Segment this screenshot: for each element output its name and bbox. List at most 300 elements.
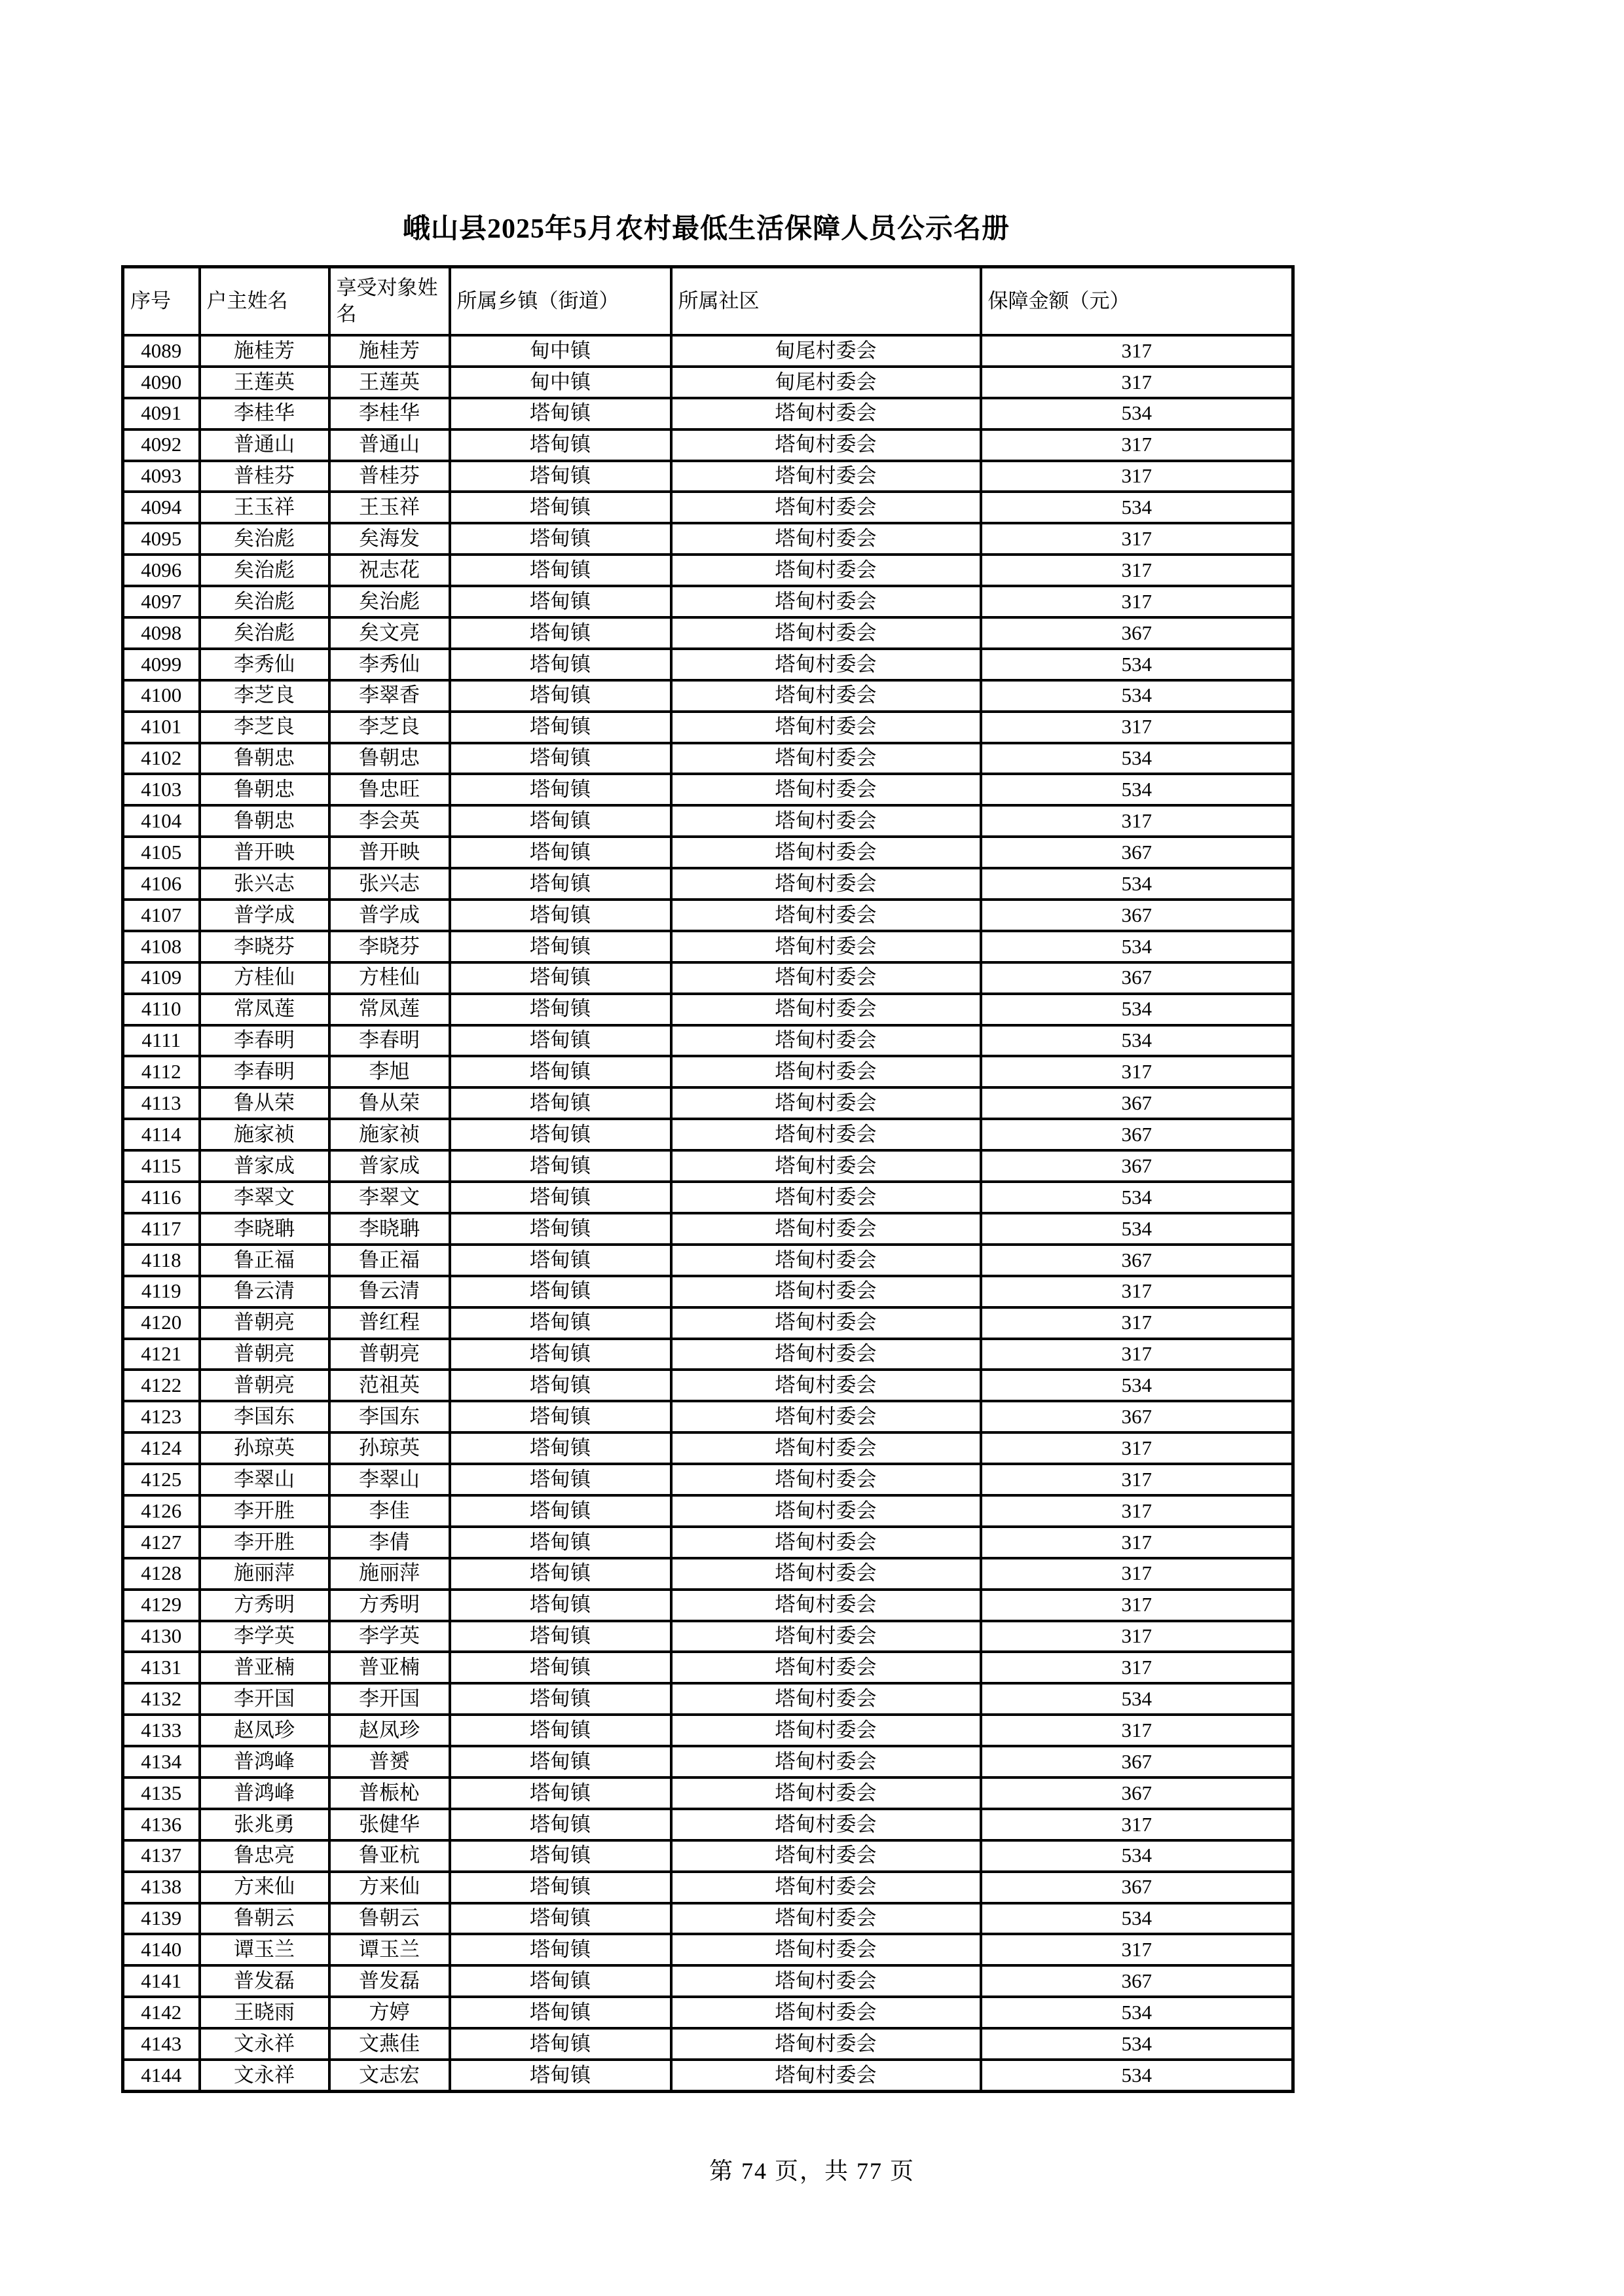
- cell-community: 塔甸村委会: [671, 994, 981, 1025]
- cell-household-name: 普朝亮: [200, 1307, 329, 1339]
- cell-community: 塔甸村委会: [671, 649, 981, 680]
- cell-seq: 4118: [123, 1245, 200, 1276]
- cell-seq: 4093: [123, 461, 200, 492]
- cell-household-name: 李翠文: [200, 1182, 329, 1213]
- cell-beneficiary-name: 孙琼英: [329, 1432, 450, 1464]
- table-row: [123, 1276, 1293, 1307]
- cell-seq: 4139: [123, 1903, 200, 1935]
- cell-seq: 4104: [123, 805, 200, 837]
- cell-household-name: 施桂芳: [200, 335, 329, 367]
- cell-beneficiary-name: 文燕佳: [329, 2028, 450, 2060]
- cell-amount: 317: [981, 461, 1293, 492]
- cell-community: 塔甸村委会: [671, 868, 981, 900]
- cell-amount: 367: [981, 1119, 1293, 1150]
- cell-seq: 4138: [123, 1872, 200, 1903]
- cell-household-name: 李桂华: [200, 398, 329, 429]
- cell-amount: 317: [981, 1495, 1293, 1527]
- cell-beneficiary-name: 普亚楠: [329, 1652, 450, 1683]
- cell-amount: 317: [981, 1809, 1293, 1840]
- table-row: [123, 1652, 1293, 1683]
- cell-town: 塔甸镇: [450, 1087, 671, 1119]
- cell-community: 塔甸村委会: [671, 774, 981, 805]
- table-row: [123, 1715, 1293, 1746]
- cell-household-name: 李开胜: [200, 1527, 329, 1558]
- cell-seq: 4124: [123, 1432, 200, 1464]
- cell-amount: 317: [981, 586, 1293, 617]
- header-town: 所属乡镇（街道）: [450, 267, 671, 336]
- cell-seq: 4122: [123, 1370, 200, 1401]
- cell-household-name: 常凤莲: [200, 994, 329, 1025]
- cell-amount: 317: [981, 1339, 1293, 1370]
- table-row: [123, 1401, 1293, 1432]
- cell-seq: 4114: [123, 1119, 200, 1150]
- cell-community: 塔甸村委会: [671, 1339, 981, 1370]
- cell-town: 塔甸镇: [450, 586, 671, 617]
- cell-household-name: 张兆勇: [200, 1809, 329, 1840]
- cell-seq: 4101: [123, 712, 200, 743]
- cell-household-name: 方秀明: [200, 1590, 329, 1621]
- cell-seq: 4132: [123, 1683, 200, 1715]
- cell-beneficiary-name: 普红程: [329, 1307, 450, 1339]
- cell-amount: 367: [981, 962, 1293, 994]
- cell-community: 塔甸村委会: [671, 1213, 981, 1245]
- cell-beneficiary-name: 张兴志: [329, 868, 450, 900]
- table-row: [123, 1683, 1293, 1715]
- cell-beneficiary-name: 李旭: [329, 1056, 450, 1087]
- cell-community: 塔甸村委会: [671, 805, 981, 837]
- cell-amount: 367: [981, 1245, 1293, 1276]
- cell-beneficiary-name: 祝志花: [329, 555, 450, 586]
- cell-town: 塔甸镇: [450, 712, 671, 743]
- cell-household-name: 施丽萍: [200, 1558, 329, 1590]
- cell-beneficiary-name: 李翠香: [329, 680, 450, 712]
- cell-amount: 367: [981, 1965, 1293, 1997]
- cell-amount: 317: [981, 1621, 1293, 1652]
- cell-community: 塔甸村委会: [671, 1777, 981, 1809]
- cell-town: 塔甸镇: [450, 1621, 671, 1652]
- cell-seq: 4102: [123, 743, 200, 774]
- cell-amount: 317: [981, 1276, 1293, 1307]
- cell-amount: 534: [981, 1840, 1293, 1872]
- cell-seq: 4137: [123, 1840, 200, 1872]
- cell-community: 塔甸村委会: [671, 1150, 981, 1182]
- cell-community: 塔甸村委会: [671, 1432, 981, 1464]
- table-row: [123, 1245, 1293, 1276]
- cell-community: 塔甸村委会: [671, 1934, 981, 1965]
- cell-seq: 4092: [123, 429, 200, 461]
- cell-town: 塔甸镇: [450, 398, 671, 429]
- table-row: [123, 1558, 1293, 1590]
- cell-household-name: 施家祯: [200, 1119, 329, 1150]
- cell-household-name: 李春明: [200, 1025, 329, 1057]
- cell-household-name: 矣治彪: [200, 586, 329, 617]
- cell-amount: 317: [981, 1432, 1293, 1464]
- cell-beneficiary-name: 鲁云清: [329, 1276, 450, 1307]
- table-row: [123, 429, 1293, 461]
- cell-community: 塔甸村委会: [671, 712, 981, 743]
- cell-household-name: 普鸿峰: [200, 1746, 329, 1777]
- table-row: [123, 461, 1293, 492]
- cell-seq: 4116: [123, 1182, 200, 1213]
- table-row: [123, 680, 1293, 712]
- cell-beneficiary-name: 普通山: [329, 429, 450, 461]
- cell-beneficiary-name: 普赟: [329, 1746, 450, 1777]
- cell-amount: 317: [981, 1558, 1293, 1590]
- cell-beneficiary-name: 普桂芬: [329, 461, 450, 492]
- cell-community: 塔甸村委会: [671, 2060, 981, 2091]
- table-row: [123, 868, 1293, 900]
- cell-household-name: 普通山: [200, 429, 329, 461]
- cell-community: 塔甸村委会: [671, 1307, 981, 1339]
- cell-seq: 4144: [123, 2060, 200, 2091]
- cell-beneficiary-name: 李国东: [329, 1401, 450, 1432]
- cell-beneficiary-name: 鲁从荣: [329, 1087, 450, 1119]
- cell-town: 塔甸镇: [450, 680, 671, 712]
- cell-amount: 534: [981, 1903, 1293, 1935]
- cell-community: 塔甸村委会: [671, 1809, 981, 1840]
- cell-community: 塔甸村委会: [671, 1590, 981, 1621]
- cell-town: 塔甸镇: [450, 1527, 671, 1558]
- cell-community: 塔甸村委会: [671, 1965, 981, 1997]
- cell-household-name: 李芝良: [200, 712, 329, 743]
- cell-beneficiary-name: 王莲英: [329, 367, 450, 398]
- cell-amount: 534: [981, 680, 1293, 712]
- cell-household-name: 谭玉兰: [200, 1934, 329, 1965]
- table-row: [123, 1119, 1293, 1150]
- cell-beneficiary-name: 李芝良: [329, 712, 450, 743]
- table-row: [123, 1432, 1293, 1464]
- table-row: [123, 1777, 1293, 1809]
- cell-beneficiary-name: 李翠山: [329, 1464, 450, 1495]
- cell-town: 塔甸镇: [450, 1683, 671, 1715]
- cell-beneficiary-name: 鲁忠旺: [329, 774, 450, 805]
- cell-household-name: 方桂仙: [200, 962, 329, 994]
- cell-seq: 4142: [123, 1997, 200, 2028]
- roster-table: [121, 265, 1295, 2093]
- cell-household-name: 王晓雨: [200, 1997, 329, 2028]
- table-row: [123, 492, 1293, 523]
- cell-town: 塔甸镇: [450, 1401, 671, 1432]
- cell-amount: 317: [981, 335, 1293, 367]
- cell-community: 塔甸村委会: [671, 1370, 981, 1401]
- cell-beneficiary-name: 李会英: [329, 805, 450, 837]
- cell-community: 塔甸村委会: [671, 900, 981, 931]
- cell-community: 塔甸村委会: [671, 931, 981, 962]
- cell-household-name: 鲁从荣: [200, 1087, 329, 1119]
- cell-community: 甸尾村委会: [671, 367, 981, 398]
- cell-town: 塔甸镇: [450, 1840, 671, 1872]
- cell-household-name: 李春明: [200, 1056, 329, 1087]
- cell-town: 塔甸镇: [450, 649, 671, 680]
- cell-town: 塔甸镇: [450, 1307, 671, 1339]
- cell-town: 塔甸镇: [450, 1934, 671, 1965]
- cell-amount: 367: [981, 1746, 1293, 1777]
- cell-household-name: 鲁忠亮: [200, 1840, 329, 1872]
- cell-amount: 317: [981, 1590, 1293, 1621]
- cell-household-name: 普学成: [200, 900, 329, 931]
- cell-beneficiary-name: 谭玉兰: [329, 1934, 450, 1965]
- cell-community: 塔甸村委会: [671, 1621, 981, 1652]
- cell-seq: 4143: [123, 2028, 200, 2060]
- cell-town: 甸中镇: [450, 367, 671, 398]
- cell-beneficiary-name: 施家祯: [329, 1119, 450, 1150]
- cell-amount: 534: [981, 774, 1293, 805]
- cell-community: 塔甸村委会: [671, 1558, 981, 1590]
- cell-community: 塔甸村委会: [671, 617, 981, 649]
- cell-seq: 4110: [123, 994, 200, 1025]
- cell-beneficiary-name: 李开国: [329, 1683, 450, 1715]
- header-community: 所属社区: [671, 267, 981, 336]
- cell-household-name: 鲁朝云: [200, 1903, 329, 1935]
- cell-household-name: 普朝亮: [200, 1339, 329, 1370]
- cell-amount: 534: [981, 398, 1293, 429]
- cell-seq: 4129: [123, 1590, 200, 1621]
- cell-town: 塔甸镇: [450, 1965, 671, 1997]
- cell-community: 塔甸村委会: [671, 1056, 981, 1087]
- cell-seq: 4112: [123, 1056, 200, 1087]
- cell-town: 塔甸镇: [450, 2028, 671, 2060]
- cell-town: 塔甸镇: [450, 2060, 671, 2091]
- table-row: [123, 1809, 1293, 1840]
- cell-beneficiary-name: 王玉祥: [329, 492, 450, 523]
- cell-beneficiary-name: 方秀明: [329, 1590, 450, 1621]
- cell-household-name: 鲁朝忠: [200, 805, 329, 837]
- cell-household-name: 李翠山: [200, 1464, 329, 1495]
- cell-community: 塔甸村委会: [671, 2028, 981, 2060]
- table-row: [123, 1307, 1293, 1339]
- cell-beneficiary-name: 李倩: [329, 1527, 450, 1558]
- table-row: [123, 555, 1293, 586]
- table-row: [123, 1746, 1293, 1777]
- cell-seq: 4131: [123, 1652, 200, 1683]
- cell-town: 塔甸镇: [450, 962, 671, 994]
- cell-amount: 367: [981, 900, 1293, 931]
- cell-seq: 4109: [123, 962, 200, 994]
- cell-town: 塔甸镇: [450, 1276, 671, 1307]
- cell-amount: 534: [981, 1683, 1293, 1715]
- cell-household-name: 普鸿峰: [200, 1777, 329, 1809]
- cell-town: 塔甸镇: [450, 555, 671, 586]
- cell-seq: 4127: [123, 1527, 200, 1558]
- table-row: [123, 900, 1293, 931]
- cell-seq: 4136: [123, 1809, 200, 1840]
- table-row: [123, 1527, 1293, 1558]
- table-row: [123, 1590, 1293, 1621]
- cell-amount: 317: [981, 523, 1293, 555]
- table-row: [123, 1150, 1293, 1182]
- cell-town: 塔甸镇: [450, 900, 671, 931]
- cell-household-name: 文永祥: [200, 2060, 329, 2091]
- cell-household-name: 李晓聃: [200, 1213, 329, 1245]
- table-row: [123, 774, 1293, 805]
- cell-town: 塔甸镇: [450, 868, 671, 900]
- cell-town: 塔甸镇: [450, 429, 671, 461]
- cell-beneficiary-name: 方婷: [329, 1997, 450, 2028]
- cell-seq: 4119: [123, 1276, 200, 1307]
- cell-seq: 4096: [123, 555, 200, 586]
- cell-town: 塔甸镇: [450, 774, 671, 805]
- table-row: [123, 1872, 1293, 1903]
- cell-seq: 4123: [123, 1401, 200, 1432]
- cell-seq: 4097: [123, 586, 200, 617]
- cell-community: 塔甸村委会: [671, 1245, 981, 1276]
- cell-seq: 4091: [123, 398, 200, 429]
- cell-town: 塔甸镇: [450, 1590, 671, 1621]
- table-row: [123, 2028, 1293, 2060]
- cell-community: 塔甸村委会: [671, 461, 981, 492]
- cell-household-name: 矣治彪: [200, 617, 329, 649]
- cell-beneficiary-name: 矣海发: [329, 523, 450, 555]
- header-seq: 序号: [123, 267, 200, 336]
- cell-beneficiary-name: 鲁亚杭: [329, 1840, 450, 1872]
- cell-amount: 367: [981, 1150, 1293, 1182]
- cell-community: 塔甸村委会: [671, 1683, 981, 1715]
- cell-seq: 4098: [123, 617, 200, 649]
- cell-community: 塔甸村委会: [671, 555, 981, 586]
- cell-town: 塔甸镇: [450, 1652, 671, 1683]
- header-amount: 保障金额（元）: [981, 267, 1293, 336]
- cell-seq: 4121: [123, 1339, 200, 1370]
- cell-town: 塔甸镇: [450, 1119, 671, 1150]
- cell-amount: 317: [981, 1527, 1293, 1558]
- cell-household-name: 李开胜: [200, 1495, 329, 1527]
- cell-beneficiary-name: 普家成: [329, 1150, 450, 1182]
- cell-seq: 4113: [123, 1087, 200, 1119]
- table-row: [123, 962, 1293, 994]
- cell-amount: 317: [981, 1934, 1293, 1965]
- cell-town: 塔甸镇: [450, 1872, 671, 1903]
- cell-household-name: 鲁正福: [200, 1245, 329, 1276]
- cell-beneficiary-name: 施丽萍: [329, 1558, 450, 1590]
- cell-amount: 367: [981, 1087, 1293, 1119]
- cell-beneficiary-name: 普发磊: [329, 1965, 450, 1997]
- cell-town: 塔甸镇: [450, 1370, 671, 1401]
- cell-beneficiary-name: 方桂仙: [329, 962, 450, 994]
- cell-community: 塔甸村委会: [671, 398, 981, 429]
- cell-beneficiary-name: 李晓芬: [329, 931, 450, 962]
- cell-community: 塔甸村委会: [671, 837, 981, 868]
- cell-community: 塔甸村委会: [671, 680, 981, 712]
- cell-household-name: 矣治彪: [200, 555, 329, 586]
- table-row: [123, 398, 1293, 429]
- cell-amount: 317: [981, 1715, 1293, 1746]
- cell-seq: 4105: [123, 837, 200, 868]
- cell-household-name: 李晓芬: [200, 931, 329, 962]
- cell-seq: 4120: [123, 1307, 200, 1339]
- cell-household-name: 矣治彪: [200, 523, 329, 555]
- cell-amount: 534: [981, 1370, 1293, 1401]
- cell-community: 塔甸村委会: [671, 1495, 981, 1527]
- cell-beneficiary-name: 常凤莲: [329, 994, 450, 1025]
- cell-beneficiary-name: 赵凤珍: [329, 1715, 450, 1746]
- cell-seq: 4106: [123, 868, 200, 900]
- cell-community: 甸尾村委会: [671, 335, 981, 367]
- cell-household-name: 李学英: [200, 1621, 329, 1652]
- cell-amount: 534: [981, 994, 1293, 1025]
- cell-beneficiary-name: 矣治彪: [329, 586, 450, 617]
- cell-household-name: 普亚楠: [200, 1652, 329, 1683]
- cell-amount: 367: [981, 1872, 1293, 1903]
- table-row: [123, 1464, 1293, 1495]
- cell-community: 塔甸村委会: [671, 1119, 981, 1150]
- table-row: [123, 1903, 1293, 1935]
- cell-beneficiary-name: 施桂芳: [329, 335, 450, 367]
- table-row: [123, 1934, 1293, 1965]
- cell-town: 塔甸镇: [450, 931, 671, 962]
- cell-amount: 534: [981, 492, 1293, 523]
- cell-household-name: 鲁朝忠: [200, 743, 329, 774]
- cell-amount: 317: [981, 555, 1293, 586]
- cell-household-name: 普发磊: [200, 1965, 329, 1997]
- cell-household-name: 王莲英: [200, 367, 329, 398]
- cell-community: 塔甸村委会: [671, 1746, 981, 1777]
- cell-town: 塔甸镇: [450, 1746, 671, 1777]
- cell-amount: 534: [981, 2028, 1293, 2060]
- cell-beneficiary-name: 矣文亮: [329, 617, 450, 649]
- table-row: [123, 1965, 1293, 1997]
- cell-amount: 534: [981, 1213, 1293, 1245]
- cell-town: 塔甸镇: [450, 1558, 671, 1590]
- table-row: [123, 1339, 1293, 1370]
- cell-beneficiary-name: 普开映: [329, 837, 450, 868]
- cell-household-name: 普朝亮: [200, 1370, 329, 1401]
- cell-amount: 317: [981, 367, 1293, 398]
- table-row: [123, 1621, 1293, 1652]
- cell-amount: 534: [981, 2060, 1293, 2091]
- table-row: [123, 994, 1293, 1025]
- cell-beneficiary-name: 鲁朝忠: [329, 743, 450, 774]
- cell-town: 塔甸镇: [450, 523, 671, 555]
- table-row: [123, 586, 1293, 617]
- cell-amount: 367: [981, 1777, 1293, 1809]
- cell-community: 塔甸村委会: [671, 1276, 981, 1307]
- table-row: [123, 1056, 1293, 1087]
- cell-town: 塔甸镇: [450, 1777, 671, 1809]
- cell-community: 塔甸村委会: [671, 429, 981, 461]
- table-row: [123, 2060, 1293, 2091]
- cell-community: 塔甸村委会: [671, 1464, 981, 1495]
- cell-community: 塔甸村委会: [671, 1903, 981, 1935]
- table-row: [123, 931, 1293, 962]
- cell-seq: 4117: [123, 1213, 200, 1245]
- cell-household-name: 张兴志: [200, 868, 329, 900]
- cell-town: 塔甸镇: [450, 805, 671, 837]
- cell-town: 甸中镇: [450, 335, 671, 367]
- cell-beneficiary-name: 张健华: [329, 1809, 450, 1840]
- cell-seq: 4100: [123, 680, 200, 712]
- cell-amount: 534: [981, 868, 1293, 900]
- cell-household-name: 王玉祥: [200, 492, 329, 523]
- cell-household-name: 李秀仙: [200, 649, 329, 680]
- cell-household-name: 鲁云清: [200, 1276, 329, 1307]
- table-row: [123, 617, 1293, 649]
- cell-seq: 4099: [123, 649, 200, 680]
- cell-amount: 534: [981, 743, 1293, 774]
- cell-seq: 4107: [123, 900, 200, 931]
- cell-community: 塔甸村委会: [671, 1652, 981, 1683]
- cell-town: 塔甸镇: [450, 994, 671, 1025]
- cell-seq: 4133: [123, 1715, 200, 1746]
- cell-amount: 317: [981, 805, 1293, 837]
- cell-community: 塔甸村委会: [671, 1025, 981, 1057]
- cell-amount: 534: [981, 649, 1293, 680]
- cell-beneficiary-name: 文志宏: [329, 2060, 450, 2091]
- cell-beneficiary-name: 李学英: [329, 1621, 450, 1652]
- cell-seq: 4103: [123, 774, 200, 805]
- cell-seq: 4128: [123, 1558, 200, 1590]
- cell-town: 塔甸镇: [450, 461, 671, 492]
- cell-town: 塔甸镇: [450, 1997, 671, 2028]
